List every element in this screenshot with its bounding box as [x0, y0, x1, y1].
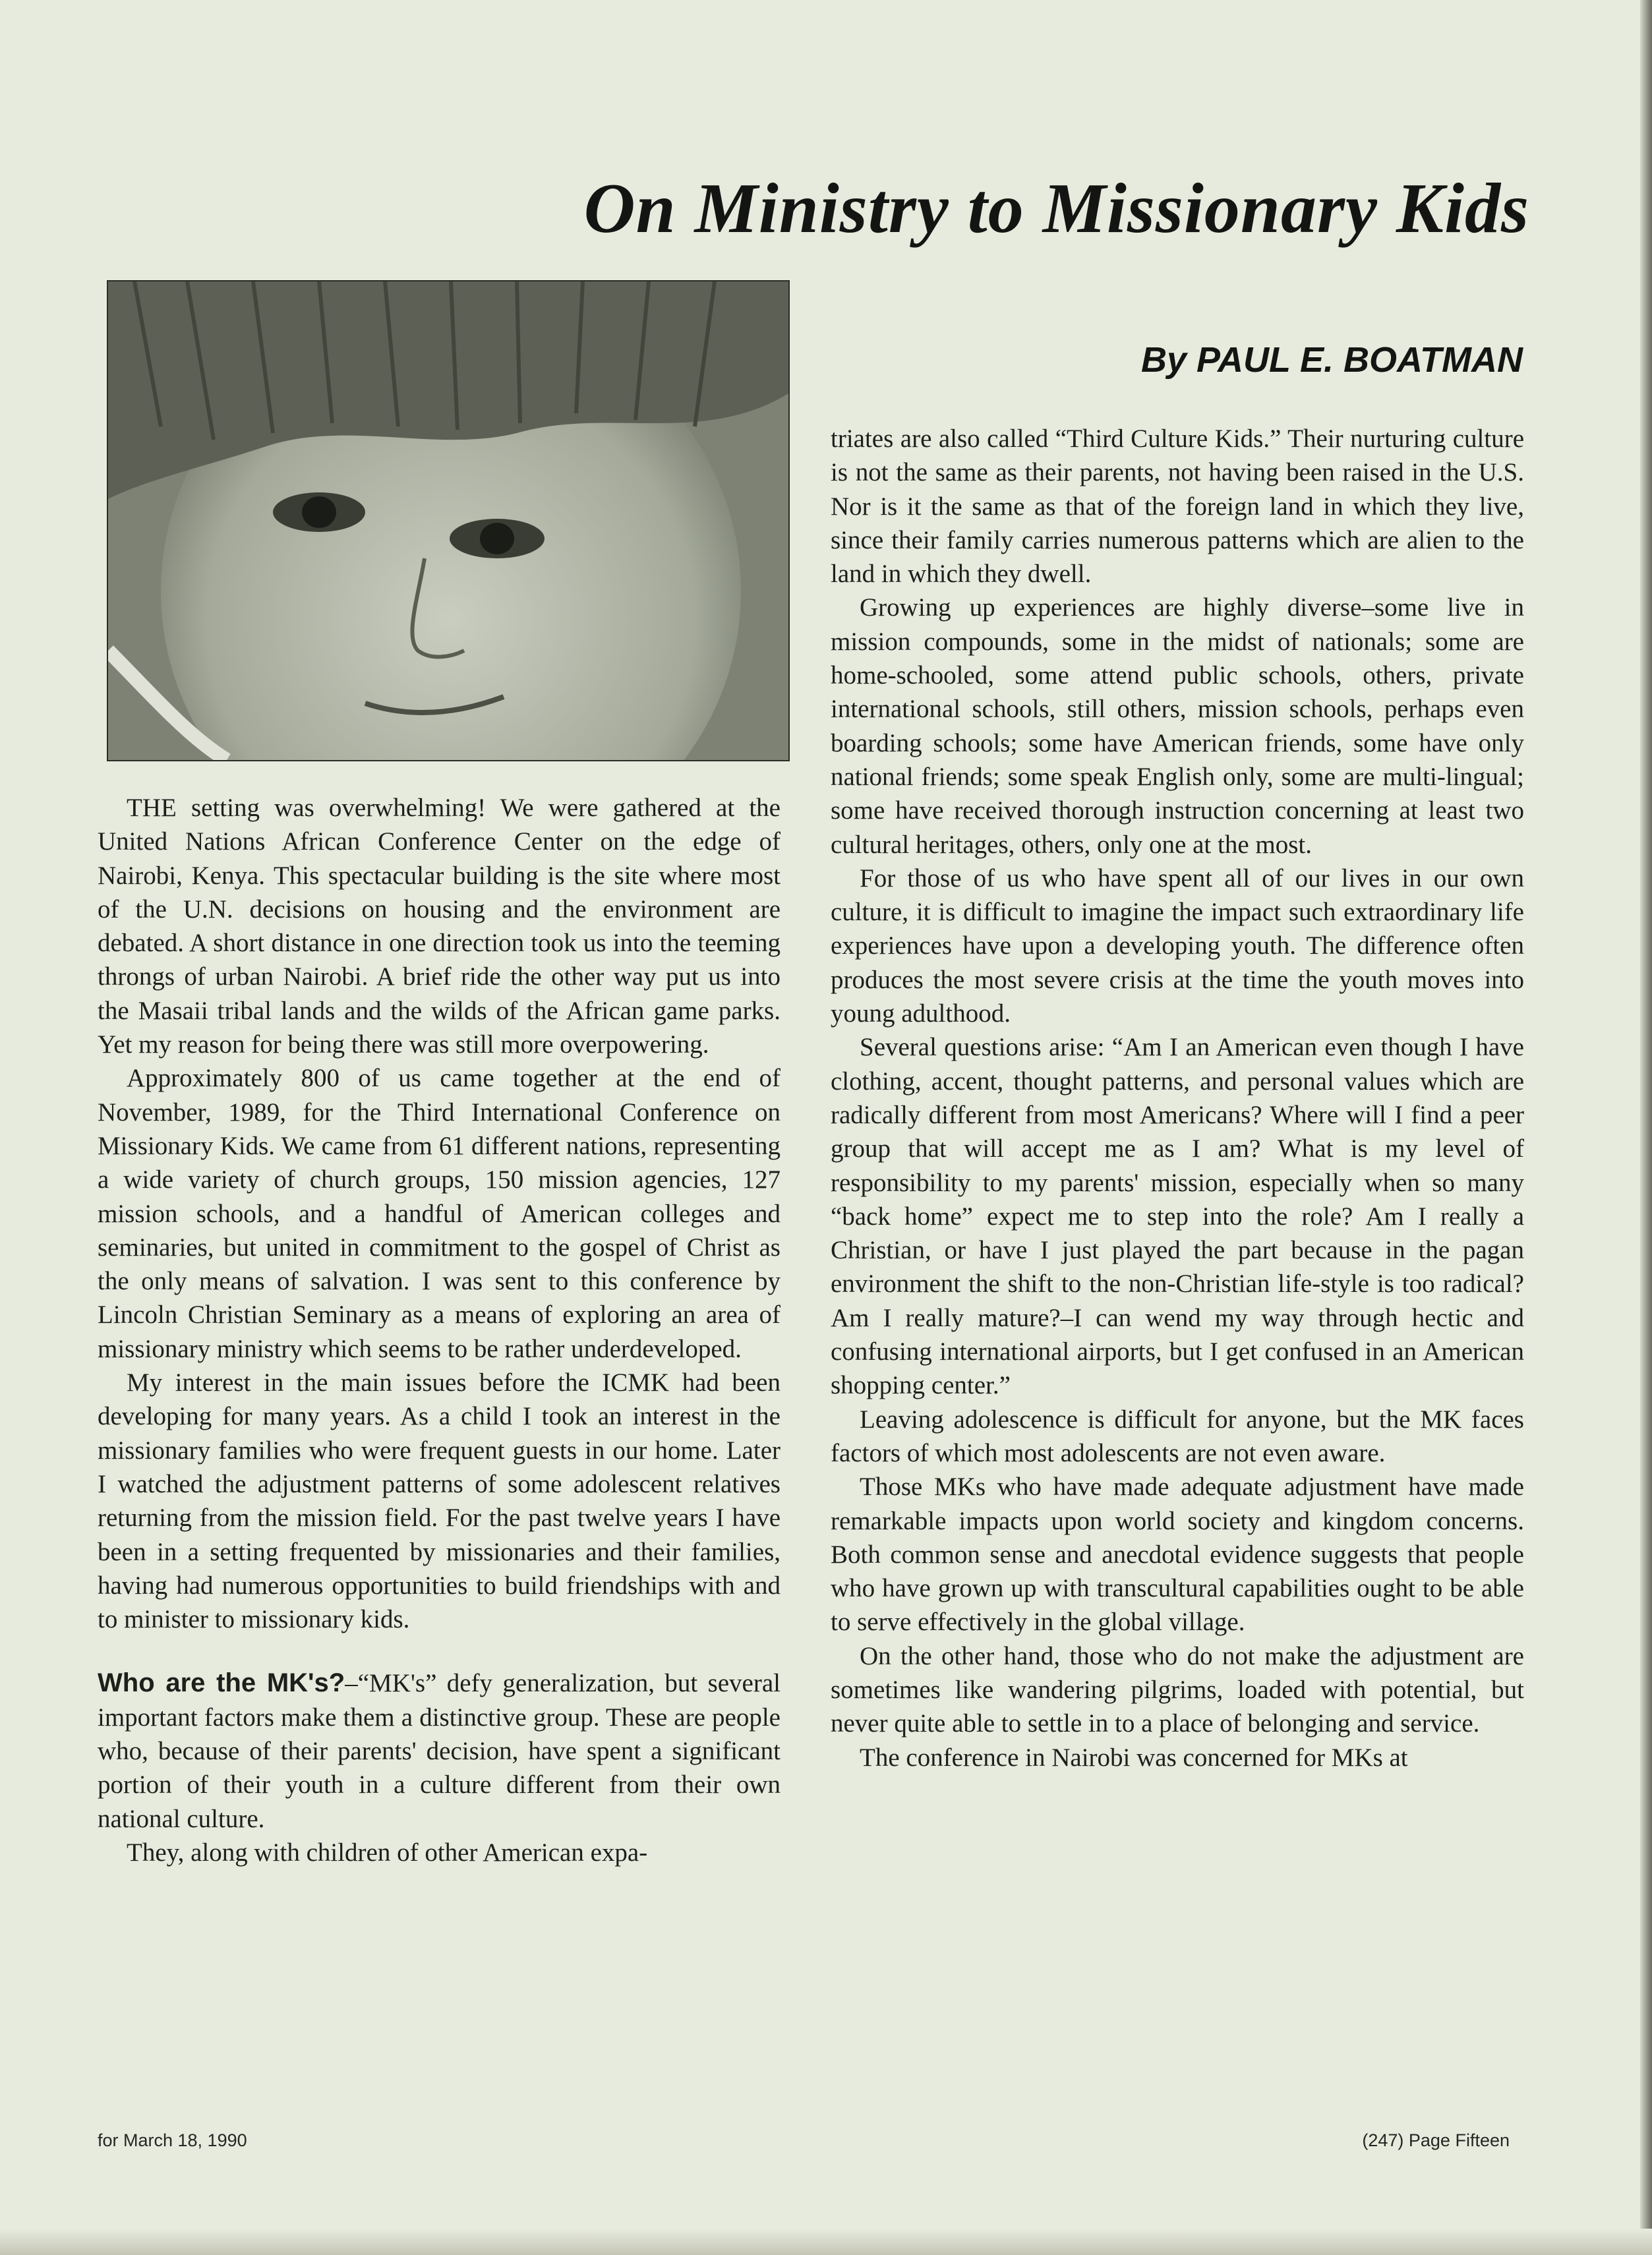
child-portrait-photo: [107, 280, 790, 761]
paragraph: THE setting was overwhelming! We were gathered at the United Nations African Conference Center on the edge of Nairobi, Kenya. This spectacular building is the site where most of the U.N. decisions on housing and the environment are debated. A short distance in one direction took us into the teeming throngs of urban Nairobi. A brief ride the other way put us into the Masaii tribal lands and the wilds of the African game parks. Yet my reason for being there was still more overpowering.: [98, 794, 781, 1059]
section-body: –“MK's” defy generalization, but several important factors make them a distinctive group. These are people who, because of their parents' decision, have spent a significant portion of their youth in a culture different from their own national culture.: [98, 1669, 781, 1833]
section-paragraph: [98, 1666, 781, 1835]
paragraph: They, along with children of other American expa-: [127, 1838, 648, 1867]
paragraph: Approximately 800 of us came together at the end of November, 1989, for the Third International Conference on Missionary Kids. We came from 61 different nations, representing a wide variety of church groups, 150 mission agencies, 127 mission schools, and a handful of American colleges and seminaries, but united in commitment to the gospel of Christ as the only means of salvation. I was sent to this conference by Lincoln Christian Seminary as a means of exploring an area of missionary ministry which seems to be rather underdeveloped.: [98, 1064, 781, 1363]
paragraph: On the other hand, those who do not make the adjustment are sometimes like wandering pilgrims, loaded with potential, but never quite able to settle in to a place of belonging and service.: [831, 1641, 1524, 1738]
paragraph: Growing up experiences are highly diverse–some live in mission compounds, some in the midst of nationals; some are home-schooled, some attend public schools, others, private international schools, still others, mission schools, perhaps even boarding schools; some have American friends, some have only national friends; some speak English only, some are multi-lingual; some have received thorough instruction concerning at least two cultural heritages, others, only one at the most.: [831, 593, 1524, 859]
page-bottom-edge: [0, 2229, 1652, 2255]
page-edge-shadow: [1640, 0, 1652, 2255]
paragraph: For those of us who have spent all of our lives in our own culture, it is difficult to imagine the impact such extraordinary life experiences have upon a developing youth. The difference often produces the most severe crisis at the time the youth moves into young adulthood.: [831, 864, 1524, 1028]
footer-date: for March 18, 1990: [98, 2130, 247, 2150]
paragraph: Leaving adolescence is difficult for anyone, but the MK faces factors of which most adolescents are not even aware.: [831, 1405, 1524, 1467]
paragraph: triates are also called “Third Culture Kids.” Their nurturing culture is not the same as their parents, not having been raised in the U.S. Nor is it the same as that of the foreign land in which they live, since their family carries numerous patterns which are alien to the land in which they dwell.: [831, 425, 1524, 589]
paragraph-gap: [98, 1636, 781, 1666]
paragraph: Those MKs who have made adequate adjustment have made remarkable impacts upon world society and kingdom concerns. Both common sense and anecdotal evidence suggests that people who have grown up with transcultural capabilities ought to be able to serve effectively in the global village.: [831, 1473, 1524, 1637]
paragraph: Several questions arise: “Am I an American even though I have clothing, accent, thought patterns, and personal values which are radically different from most Americans? Where will I find a peer group that will accept me as I am? What is my level of responsibility to my parents' mission, especially when so many “back home” expect me to step into the role? Am I really a Christian, or have I just played the part because in the pagan environment the shift to the non-Christian life-style is too radical? Am I really mature?–I can wend my way through hectic and confusing international airports, but I get confused in an American shopping center.”: [831, 1033, 1524, 1400]
paragraph: The conference in Nairobi was concerned for MKs at: [860, 1743, 1408, 1772]
paragraph: My interest in the main issues before the ICMK had been developing for many years. As a child I took an interest in the missionary families who were frequent guests in our home. Later I watched the adjustment patterns of some adolescent relatives returning from the mission field. For the past twelve years I have been in a setting frequented by missionaries and their families, having had numerous opportunities to build friendships with and to minister to missionary kids.: [98, 1368, 781, 1634]
right-text-column: [831, 422, 1524, 1774]
footer-page-number: (247) Page Fifteen: [1362, 2130, 1510, 2150]
left-text-column: [98, 791, 781, 1869]
section-heading: Who are the MK's?: [98, 1668, 345, 1698]
article-title: On Ministry to Missionary Kids: [583, 169, 1529, 248]
portrait-illustration: [108, 281, 788, 760]
byline: By PAUL E. BOATMAN: [1140, 340, 1523, 380]
